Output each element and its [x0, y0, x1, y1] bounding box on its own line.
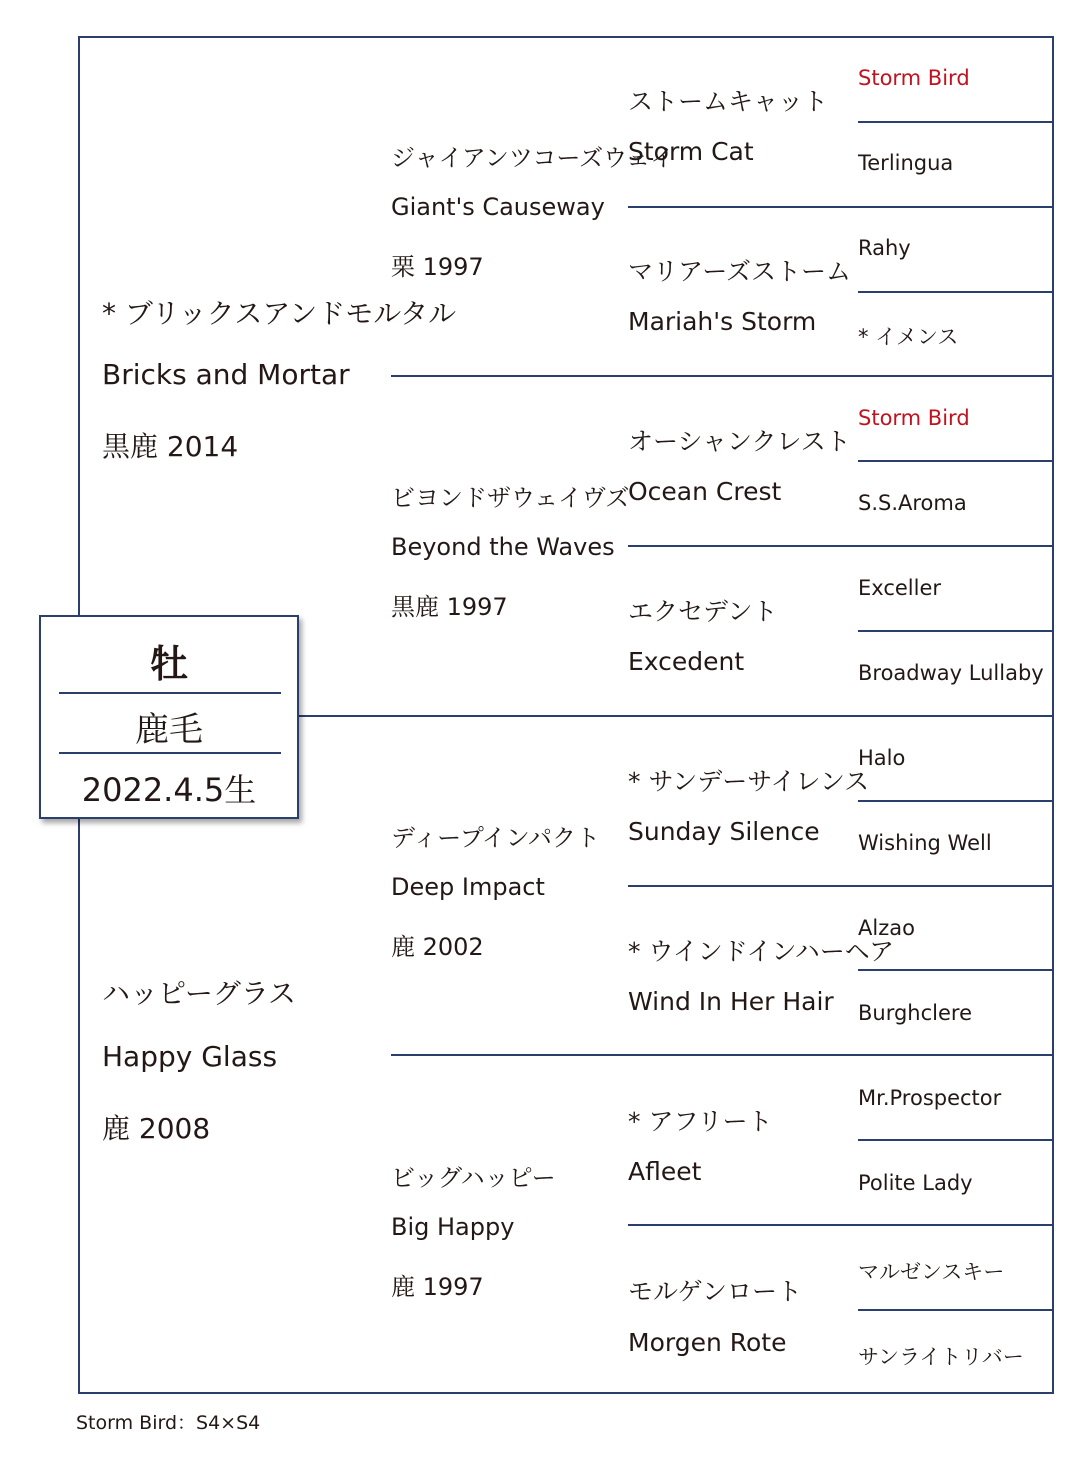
gen3-name-jp: * サンデーサイレンス — [628, 767, 870, 796]
gen2-name-jp: ジャイアンツコーズウェイ — [391, 144, 675, 172]
gen4-name: Alzao — [858, 916, 915, 940]
gen3-name-jp: * ウインドインハーヘア — [628, 937, 894, 966]
gen2-name-jp: ディープインパクト — [391, 824, 601, 852]
gen4-name: Polite Lady — [858, 1171, 973, 1195]
dam-name-en: Happy Glass — [102, 1040, 278, 1073]
gen3-name-en: Ocean Crest — [628, 477, 782, 506]
gen4-name: Broadway Lullaby — [858, 661, 1044, 685]
gen4-name: Storm Bird — [858, 406, 970, 430]
gen4-name: Terlingua — [858, 151, 954, 175]
inbreeding-note: Storm Bird：S4×S4 — [76, 1412, 261, 1434]
gen3-name-en: Wind In Her Hair — [628, 987, 834, 1016]
gen3-name-en: Sunday Silence — [628, 817, 820, 846]
gen2-name-en: Beyond the Waves — [391, 533, 615, 561]
divider-gen4 — [858, 969, 1054, 971]
gen4-name: Rahy — [858, 236, 911, 260]
gen3-name-jp: エクセデント — [628, 597, 778, 626]
divider-gen4 — [858, 291, 1054, 293]
subject-sex: 牡 — [149, 642, 188, 686]
gen4-name: Wishing Well — [858, 831, 992, 855]
divider-gen3 — [628, 206, 1054, 208]
divider-gen4 — [858, 1309, 1054, 1311]
gen2-info: 栗 1997 — [391, 253, 484, 281]
gen3-name-en: Mariah's Storm — [628, 307, 817, 336]
divider-gen4 — [858, 800, 1054, 802]
gen4-name: S.S.Aroma — [858, 491, 967, 515]
gen3-name-jp: モルゲンロート — [628, 1277, 803, 1306]
gen3-name-en: Storm Cat — [628, 137, 754, 166]
divider-gen4 — [858, 1139, 1054, 1141]
dam-name-jp: ハッピーグラス — [102, 977, 297, 1010]
divider-gen3 — [628, 1224, 1054, 1226]
divider-gen3 — [628, 885, 1054, 887]
gen4-name: Burghclere — [858, 1001, 973, 1025]
gen3-name-jp: ストームキャット — [628, 87, 829, 116]
divider-gen4 — [858, 460, 1054, 462]
gen4-name: Mr.Prospector — [858, 1086, 1002, 1110]
gen2-name-en: Deep Impact — [391, 873, 545, 901]
gen3-name-jp: オーシャンクレスト — [628, 427, 851, 456]
gen4-name: Exceller — [858, 576, 942, 600]
gen2-info: 鹿 1997 — [391, 1273, 484, 1301]
sire-name-en: Bricks and Mortar — [102, 358, 350, 391]
gen2-name-jp: ビッグハッピー — [391, 1164, 556, 1192]
dam-info: 鹿 2008 — [102, 1112, 211, 1145]
divider-sire-dam — [298, 715, 1054, 717]
gen2-info: 黒鹿 1997 — [391, 593, 508, 621]
sire-info: 黒鹿 2014 — [102, 430, 239, 463]
gen3-name-en: Morgen Rote — [628, 1328, 787, 1357]
gen3-name-en: Afleet — [628, 1157, 702, 1186]
divider-gen4 — [858, 630, 1054, 632]
divider-gen2 — [391, 1054, 1054, 1056]
gen2-info: 鹿 2002 — [391, 933, 484, 961]
divider-gen2 — [391, 375, 1054, 377]
subject-divider — [59, 692, 281, 694]
gen4-name: マルゼンスキー — [858, 1260, 1005, 1284]
divider-gen3 — [628, 545, 1054, 547]
subject-color: 鹿毛 — [135, 710, 203, 750]
gen4-name: * イメンス — [858, 325, 959, 349]
subject-box — [39, 615, 299, 819]
gen3-name-jp: マリアーズストーム — [628, 257, 852, 286]
gen3-name-en: Excedent — [628, 647, 745, 676]
gen3-name-jp: * アフリート — [628, 1107, 773, 1136]
sire-name-jp: * ブリックスアンドモルタル — [102, 297, 457, 330]
gen2-name-en: Big Happy — [391, 1213, 515, 1241]
divider-gen4 — [858, 121, 1054, 123]
gen4-name: サンライトリバー — [858, 1345, 1024, 1369]
subject-divider — [59, 752, 281, 754]
gen2-name-en: Giant's Causeway — [391, 193, 605, 221]
gen4-name: Storm Bird — [858, 66, 970, 90]
gen4-name: Halo — [858, 746, 906, 770]
gen2-name-jp: ビヨンドザウェイヴズ — [391, 484, 630, 512]
subject-birth: 2022.4.5生 — [81, 771, 257, 809]
